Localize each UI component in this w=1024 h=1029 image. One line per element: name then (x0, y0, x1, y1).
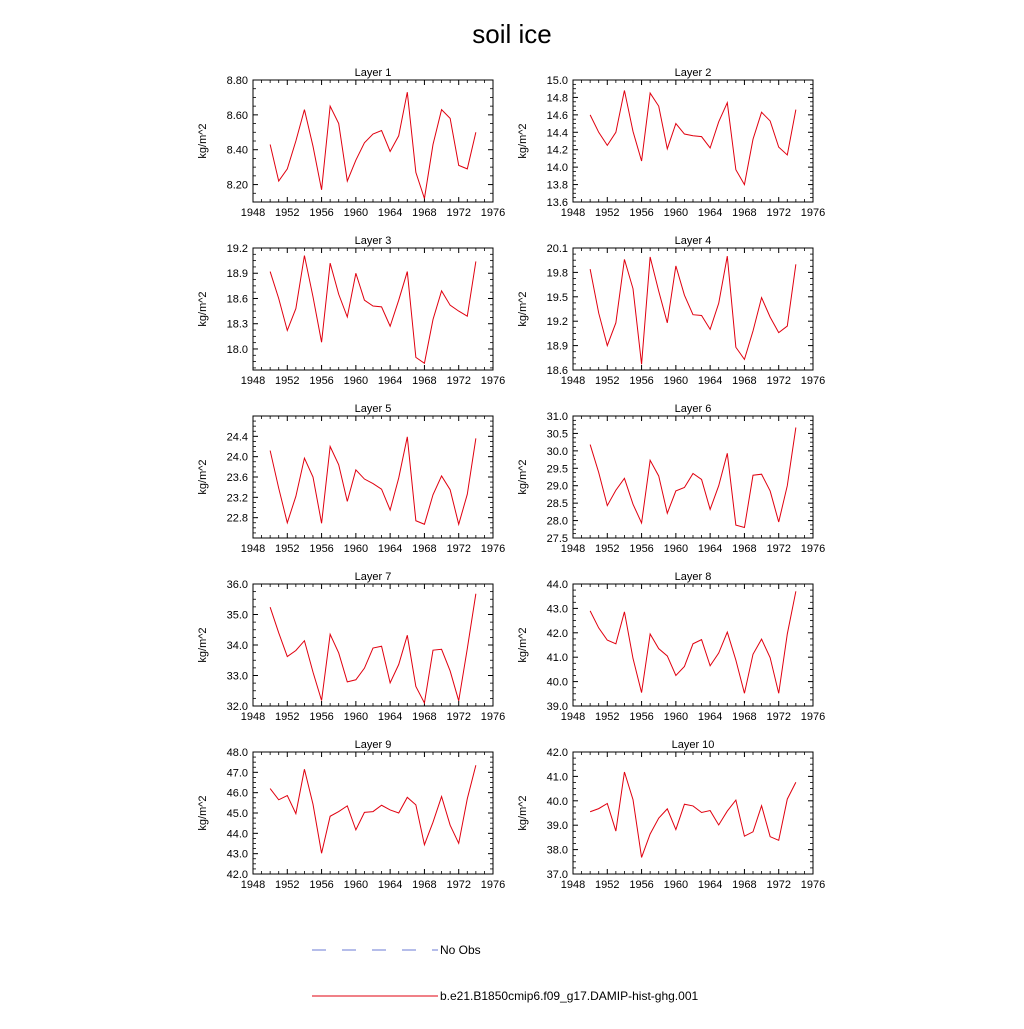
x-tick-label: 1972 (766, 375, 791, 387)
x-tick-label: 1948 (240, 543, 266, 555)
x-tick-label: 1960 (343, 711, 369, 723)
x-tick-label: 1964 (377, 711, 403, 723)
y-tick-label: 14.0 (546, 162, 568, 175)
y-tick-label: 23.6 (226, 472, 248, 484)
y-tick-label: 15.0 (546, 75, 568, 87)
series-line (270, 765, 476, 853)
y-tick-label: 27.5 (546, 533, 568, 545)
panel-title: Layer 6 (674, 403, 712, 415)
x-tick-label: 1964 (377, 375, 403, 387)
x-tick-label: 1952 (595, 543, 620, 555)
legend-no-obs-label: No Obs (440, 943, 481, 957)
x-tick-label: 1956 (629, 375, 654, 387)
panel-title: Layer 1 (354, 67, 392, 79)
panel-title: Layer 5 (354, 403, 392, 415)
x-tick-label: 1976 (800, 375, 826, 387)
series-line (270, 437, 476, 524)
y-tick-label: 24.4 (226, 431, 248, 444)
x-tick-label: 1956 (309, 711, 334, 723)
series-line (590, 428, 796, 528)
panels (197, 67, 825, 891)
x-tick-label: 1972 (446, 711, 471, 723)
x-tick-label: 1964 (697, 711, 723, 723)
x-tick-label: 1972 (766, 543, 791, 555)
x-tick-label: 1952 (275, 375, 300, 387)
x-tick-label: 1960 (663, 711, 689, 723)
x-tick-label: 1960 (663, 879, 689, 891)
y-tick-label: 47.0 (226, 767, 248, 780)
y-tick-label: 41.0 (546, 771, 568, 784)
x-tick-label: 1956 (309, 879, 334, 891)
x-tick-label: 1952 (595, 711, 620, 723)
series-line (590, 256, 796, 364)
y-tick-label: 43.0 (546, 603, 568, 616)
y-tick-label: 19.8 (546, 267, 568, 280)
y-tick-label: 28.0 (546, 515, 568, 528)
panel-layer-9 (197, 739, 505, 891)
x-tick-label: 1956 (629, 711, 654, 723)
y-axis-label: kg/m^2 (197, 291, 209, 327)
plot-frame (253, 416, 493, 538)
y-tick-label: 14.6 (546, 109, 568, 122)
y-tick-label: 23.2 (226, 492, 248, 505)
x-tick-label: 1972 (446, 375, 471, 387)
x-tick-label: 1960 (663, 375, 689, 387)
x-tick-label: 1960 (663, 543, 689, 555)
x-tick-label: 1952 (275, 711, 300, 723)
y-tick-label: 37.0 (546, 869, 568, 881)
y-tick-label: 18.3 (226, 318, 248, 331)
x-tick-label: 1972 (446, 207, 471, 219)
series-line (590, 591, 796, 693)
x-tick-label: 1976 (480, 207, 506, 219)
panel-layer-7 (197, 571, 505, 723)
y-tick-label: 41.0 (546, 652, 568, 665)
y-axis-label: kg/m^2 (197, 459, 209, 495)
y-tick-label: 24.0 (226, 451, 248, 464)
series-line (270, 92, 476, 198)
y-axis-label: kg/m^2 (197, 123, 209, 159)
x-tick-label: 1976 (800, 879, 826, 891)
y-tick-label: 13.6 (546, 197, 568, 209)
x-tick-label: 1952 (275, 207, 300, 219)
y-tick-label: 44.0 (226, 828, 248, 841)
x-tick-label: 1948 (560, 711, 586, 723)
y-tick-label: 14.4 (546, 127, 568, 140)
x-tick-label: 1948 (240, 711, 266, 723)
y-tick-label: 30.0 (546, 445, 568, 458)
x-tick-label: 1968 (732, 879, 757, 891)
y-tick-label: 19.2 (546, 316, 568, 329)
y-tick-label: 22.8 (226, 512, 248, 525)
plot-frame (253, 248, 493, 370)
y-tick-label: 46.0 (226, 787, 248, 800)
x-tick-label: 1960 (343, 375, 369, 387)
x-tick-label: 1968 (412, 543, 437, 555)
y-tick-label: 18.0 (226, 343, 248, 356)
x-tick-label: 1948 (560, 543, 586, 555)
y-tick-label: 8.60 (226, 109, 248, 122)
y-tick-label: 29.5 (546, 463, 568, 476)
y-tick-label: 32.0 (226, 701, 248, 713)
y-tick-label: 18.9 (226, 268, 248, 281)
series-line (270, 594, 476, 703)
x-tick-label: 1956 (629, 543, 654, 555)
x-tick-label: 1948 (240, 375, 266, 387)
x-tick-label: 1972 (766, 207, 791, 219)
panel-layer-6 (517, 403, 825, 555)
x-tick-label: 1948 (240, 207, 266, 219)
x-tick-label: 1968 (732, 375, 757, 387)
y-tick-label: 39.0 (546, 701, 568, 713)
legend (312, 943, 698, 1003)
figure-title: soil ice (472, 19, 552, 49)
panel-layer-4 (517, 235, 825, 387)
x-tick-label: 1952 (595, 879, 620, 891)
plot-frame (573, 752, 813, 874)
y-tick-label: 33.0 (226, 670, 248, 683)
y-tick-label: 30.5 (546, 428, 568, 441)
panel-title: Layer 2 (674, 67, 712, 79)
x-tick-label: 1964 (697, 879, 723, 891)
x-tick-label: 1968 (412, 207, 437, 219)
x-tick-label: 1972 (766, 879, 791, 891)
y-axis-label: kg/m^2 (517, 627, 529, 663)
plot-frame (253, 80, 493, 202)
x-tick-label: 1976 (800, 207, 826, 219)
panel-layer-1 (197, 67, 505, 219)
series-line (590, 90, 796, 184)
x-tick-label: 1976 (800, 711, 826, 723)
y-tick-label: 45.0 (226, 808, 248, 820)
series-line (590, 772, 796, 857)
panel-layer-2 (517, 67, 825, 219)
x-tick-label: 1964 (697, 543, 723, 555)
x-tick-label: 1968 (732, 207, 757, 219)
x-tick-label: 1960 (343, 879, 369, 891)
panel-layer-5 (197, 403, 505, 555)
x-tick-label: 1964 (377, 879, 403, 891)
panel-title: Layer 7 (354, 571, 392, 583)
x-tick-label: 1968 (732, 543, 757, 555)
y-tick-label: 14.8 (546, 92, 568, 105)
plot-frame (573, 248, 813, 370)
x-tick-label: 1956 (309, 543, 334, 555)
x-tick-label: 1968 (732, 711, 757, 723)
x-tick-label: 1972 (446, 543, 471, 555)
x-tick-label: 1976 (480, 879, 506, 891)
x-tick-label: 1960 (343, 207, 369, 219)
y-tick-label: 8.20 (226, 179, 248, 192)
y-tick-label: 8.80 (226, 75, 248, 87)
y-tick-label: 18.9 (546, 340, 568, 353)
y-tick-label: 40.0 (546, 676, 568, 689)
x-tick-label: 1952 (595, 207, 620, 219)
x-tick-label: 1952 (595, 375, 620, 387)
x-tick-label: 1968 (412, 375, 437, 387)
x-tick-label: 1948 (560, 879, 586, 891)
y-axis-label: kg/m^2 (197, 795, 209, 831)
x-tick-label: 1976 (480, 543, 506, 555)
panel-layer-10 (517, 739, 825, 891)
x-tick-label: 1968 (412, 879, 437, 891)
y-tick-label: 18.6 (226, 293, 248, 306)
y-tick-label: 42.0 (226, 869, 248, 881)
plot-frame (253, 584, 493, 706)
y-tick-label: 44.0 (546, 579, 568, 591)
x-tick-label: 1964 (377, 207, 403, 219)
x-tick-label: 1960 (663, 207, 689, 219)
x-tick-label: 1968 (412, 711, 437, 723)
y-tick-label: 43.0 (226, 848, 248, 861)
panel-layer-3 (197, 235, 505, 387)
panel-title: Layer 4 (674, 235, 712, 247)
y-tick-label: 31.0 (546, 411, 568, 423)
x-tick-label: 1976 (480, 375, 506, 387)
y-tick-label: 36.0 (226, 579, 248, 591)
x-tick-label: 1952 (275, 879, 300, 891)
y-axis-label: kg/m^2 (517, 291, 529, 327)
x-tick-label: 1956 (309, 375, 334, 387)
x-tick-label: 1964 (697, 375, 723, 387)
panel-layer-8 (517, 571, 825, 723)
panel-title: Layer 3 (354, 235, 392, 247)
x-tick-label: 1948 (560, 207, 586, 219)
y-axis-label: kg/m^2 (197, 627, 209, 663)
panel-title: Layer 9 (354, 739, 392, 751)
x-tick-label: 1956 (309, 207, 334, 219)
x-tick-label: 1972 (766, 711, 791, 723)
y-tick-label: 39.0 (546, 820, 568, 833)
y-tick-label: 35.0 (226, 609, 248, 622)
y-tick-label: 14.2 (546, 144, 568, 157)
y-axis-label: kg/m^2 (517, 123, 529, 159)
y-tick-label: 34.0 (226, 640, 248, 652)
y-axis-label: kg/m^2 (517, 795, 529, 831)
x-tick-label: 1948 (240, 879, 266, 891)
y-tick-label: 19.2 (226, 243, 248, 255)
y-tick-label: 40.0 (546, 795, 568, 808)
y-tick-label: 8.40 (226, 144, 248, 157)
y-tick-label: 42.0 (546, 627, 568, 640)
x-tick-label: 1976 (800, 543, 826, 555)
y-tick-label: 20.1 (546, 243, 568, 255)
y-tick-label: 19.5 (546, 291, 568, 304)
y-tick-label: 42.0 (546, 747, 568, 759)
y-axis-label: kg/m^2 (517, 459, 529, 495)
plot-frame (573, 416, 813, 538)
y-tick-label: 29.0 (546, 480, 568, 493)
x-tick-label: 1956 (629, 879, 654, 891)
x-tick-label: 1964 (697, 207, 723, 219)
x-tick-label: 1972 (446, 879, 471, 891)
x-tick-label: 1952 (275, 543, 300, 555)
plot-frame (253, 752, 493, 874)
panel-title: Layer 8 (674, 571, 712, 583)
x-tick-label: 1960 (343, 543, 369, 555)
x-tick-label: 1948 (560, 375, 586, 387)
y-tick-label: 28.5 (546, 498, 568, 511)
y-tick-label: 18.6 (546, 365, 568, 377)
series-line (270, 256, 476, 364)
legend-model-label: b.e21.B1850cmip6.f09_g17.DAMIP-hist-ghg.001 (440, 989, 699, 1003)
y-tick-label: 38.0 (546, 844, 568, 857)
x-tick-label: 1956 (629, 207, 654, 219)
y-tick-label: 48.0 (226, 747, 248, 759)
y-tick-label: 13.8 (546, 179, 568, 192)
panel-title: Layer 10 (671, 739, 715, 751)
x-tick-label: 1964 (377, 543, 403, 555)
x-tick-label: 1976 (480, 711, 506, 723)
